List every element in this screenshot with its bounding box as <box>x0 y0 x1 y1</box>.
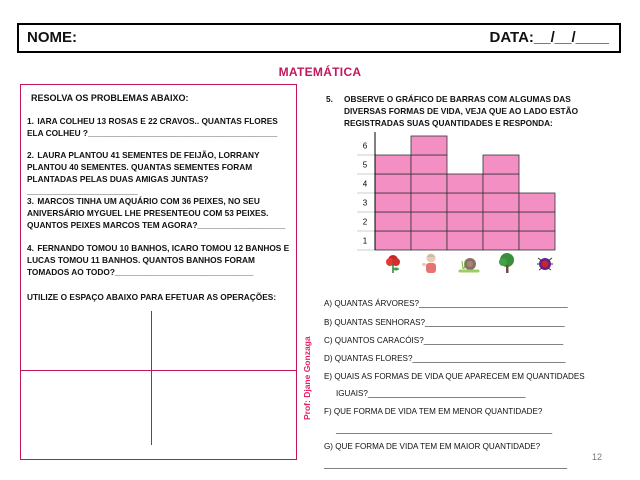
bar-chart <box>345 128 565 253</box>
bar-cell-senhora <box>411 231 447 250</box>
bar-cell-caracol <box>447 231 483 250</box>
bar-cell-árvore <box>483 174 519 193</box>
y-tick-label: 1 <box>362 236 368 246</box>
question-g: G) QUE FORMA DE VIDA TEM EM MAIOR QUANTIDADE? <box>324 442 541 451</box>
y-tick-label: 5 <box>362 160 368 170</box>
problem-text: LAURA PLANTOU 41 SEMENTES DE FEIJÃO, LORRANY PLANTOU 40 SEMENTES. QUANTAS SEMENTES FORAM PLANTADAS PELAS DUAS AMIGAS JUNTAS? ________________________ <box>27 150 260 196</box>
life-forms-row <box>372 252 562 276</box>
bar-cell-senhora <box>411 174 447 193</box>
question-b: B) QUANTAS SENHORAS?_______________________________ <box>324 318 565 327</box>
problem-number: 2. <box>27 150 34 160</box>
operations-divider-horizontal <box>21 370 296 371</box>
author-credit: Prof: Djane Gonzaga <box>302 336 312 420</box>
bar-cell-flor <box>375 174 411 193</box>
question-number: 5. <box>326 94 333 104</box>
bar-cell-árvore <box>483 155 519 174</box>
y-tick-label: 2 <box>362 217 368 227</box>
bar-cell-caracol <box>447 212 483 231</box>
bar-cell-senhora <box>411 212 447 231</box>
bar-cell-inseto <box>519 193 555 212</box>
bar-cell-árvore <box>483 231 519 250</box>
bar-cell-flor <box>375 193 411 212</box>
question-e-answer-line: IGUAIS?___________________________________ <box>336 389 526 398</box>
problem-number: 1. <box>27 116 34 126</box>
chart-bars <box>375 136 555 250</box>
bar-cell-árvore <box>483 193 519 212</box>
y-tick-label: 6 <box>362 141 368 151</box>
bar-cell-inseto <box>519 231 555 250</box>
question-f-answer-line: ________________________________________________ <box>336 425 553 434</box>
bar-cell-senhora <box>411 193 447 212</box>
question-d: D) QUANTAS FLORES?__________________________________ <box>324 354 566 363</box>
operations-label: UTILIZE O ESPAÇO ABAIXO PARA EFETUAR AS OPERAÇÕES: <box>27 292 277 302</box>
bar-cell-senhora <box>411 136 447 155</box>
problem-1 <box>27 115 290 139</box>
subject-title: MATEMÁTICA <box>278 65 362 79</box>
tree-icon <box>496 252 518 274</box>
problem-text: MARCOS TINHA UM AQUÁRIO COM 36 PEIXES, NO SEU ANIVERSÁRIO MYGUEL LHE PRESENTEOU COM 53 PEIXES. QUANTOS PEIXES MARCOS TEM AGORA?___________________ <box>27 196 286 230</box>
question-c: C) QUANTOS CARACÓIS?_______________________________ <box>324 336 564 345</box>
header-box <box>17 23 621 53</box>
snail-icon <box>458 252 480 274</box>
name-label: NOME: <box>27 29 77 46</box>
y-tick-label: 4 <box>362 179 368 189</box>
problems-box <box>20 84 297 460</box>
problems-title: RESOLVA OS PROBLEMAS ABAIXO: <box>31 93 189 103</box>
chart-y-ticks <box>357 142 375 251</box>
bar-cell-caracol <box>447 193 483 212</box>
page-number: 12 <box>592 452 603 462</box>
problem-text: IARA COLHEU 13 ROSAS E 22 CRAVOS.. QUANTAS FLORES ELA COLHEU ?_________________________________________ <box>27 116 278 138</box>
bug-icon <box>534 252 556 274</box>
date-label: DATA:__/__/____ <box>489 29 609 46</box>
question-a: A) QUANTAS ÁRVORES?_________________________________ <box>324 299 568 308</box>
flower-icon <box>382 252 404 274</box>
problem-4 <box>27 242 290 278</box>
bar-cell-inseto <box>519 212 555 231</box>
question-g-answer-line: ______________________________________________________ <box>324 460 568 469</box>
bar-cell-senhora <box>411 155 447 174</box>
y-tick-label: 3 <box>362 198 368 208</box>
problem-3 <box>27 195 290 231</box>
problem-number: 3. <box>27 196 34 206</box>
bar-cell-flor <box>375 155 411 174</box>
bar-cell-árvore <box>483 212 519 231</box>
problem-number: 4. <box>27 243 34 253</box>
problem-2 <box>27 149 290 197</box>
question-f: F) QUE FORMA DE VIDA TEM EM MENOR QUANTIDADE? <box>324 407 543 416</box>
question-text: OBSERVE O GRÁFICO DE BARRAS COM ALGUMAS DAS DIVERSAS FORMAS DE VIDA, VEJA QUE AO LADO ESTÃO REGISTRADAS SUAS QUANTIDADES E RESPONDA: <box>344 94 579 128</box>
bar-cell-caracol <box>447 174 483 193</box>
bar-cell-flor <box>375 212 411 231</box>
bar-cell-flor <box>375 231 411 250</box>
question-e: E) QUAIS AS FORMAS DE VIDA QUE APARECEM EM QUANTIDADES <box>324 372 585 381</box>
operations-divider-vertical <box>151 311 152 445</box>
old-lady-icon <box>420 252 442 274</box>
problem-text: FERNANDO TOMOU 10 BANHOS, ICARO TOMOU 12 BANHOS E LUCAS TOMOU 11 BANHOS. QUANTOS BANHOS FORAM TOMADOS AO TODO?______________________________ <box>27 243 290 277</box>
